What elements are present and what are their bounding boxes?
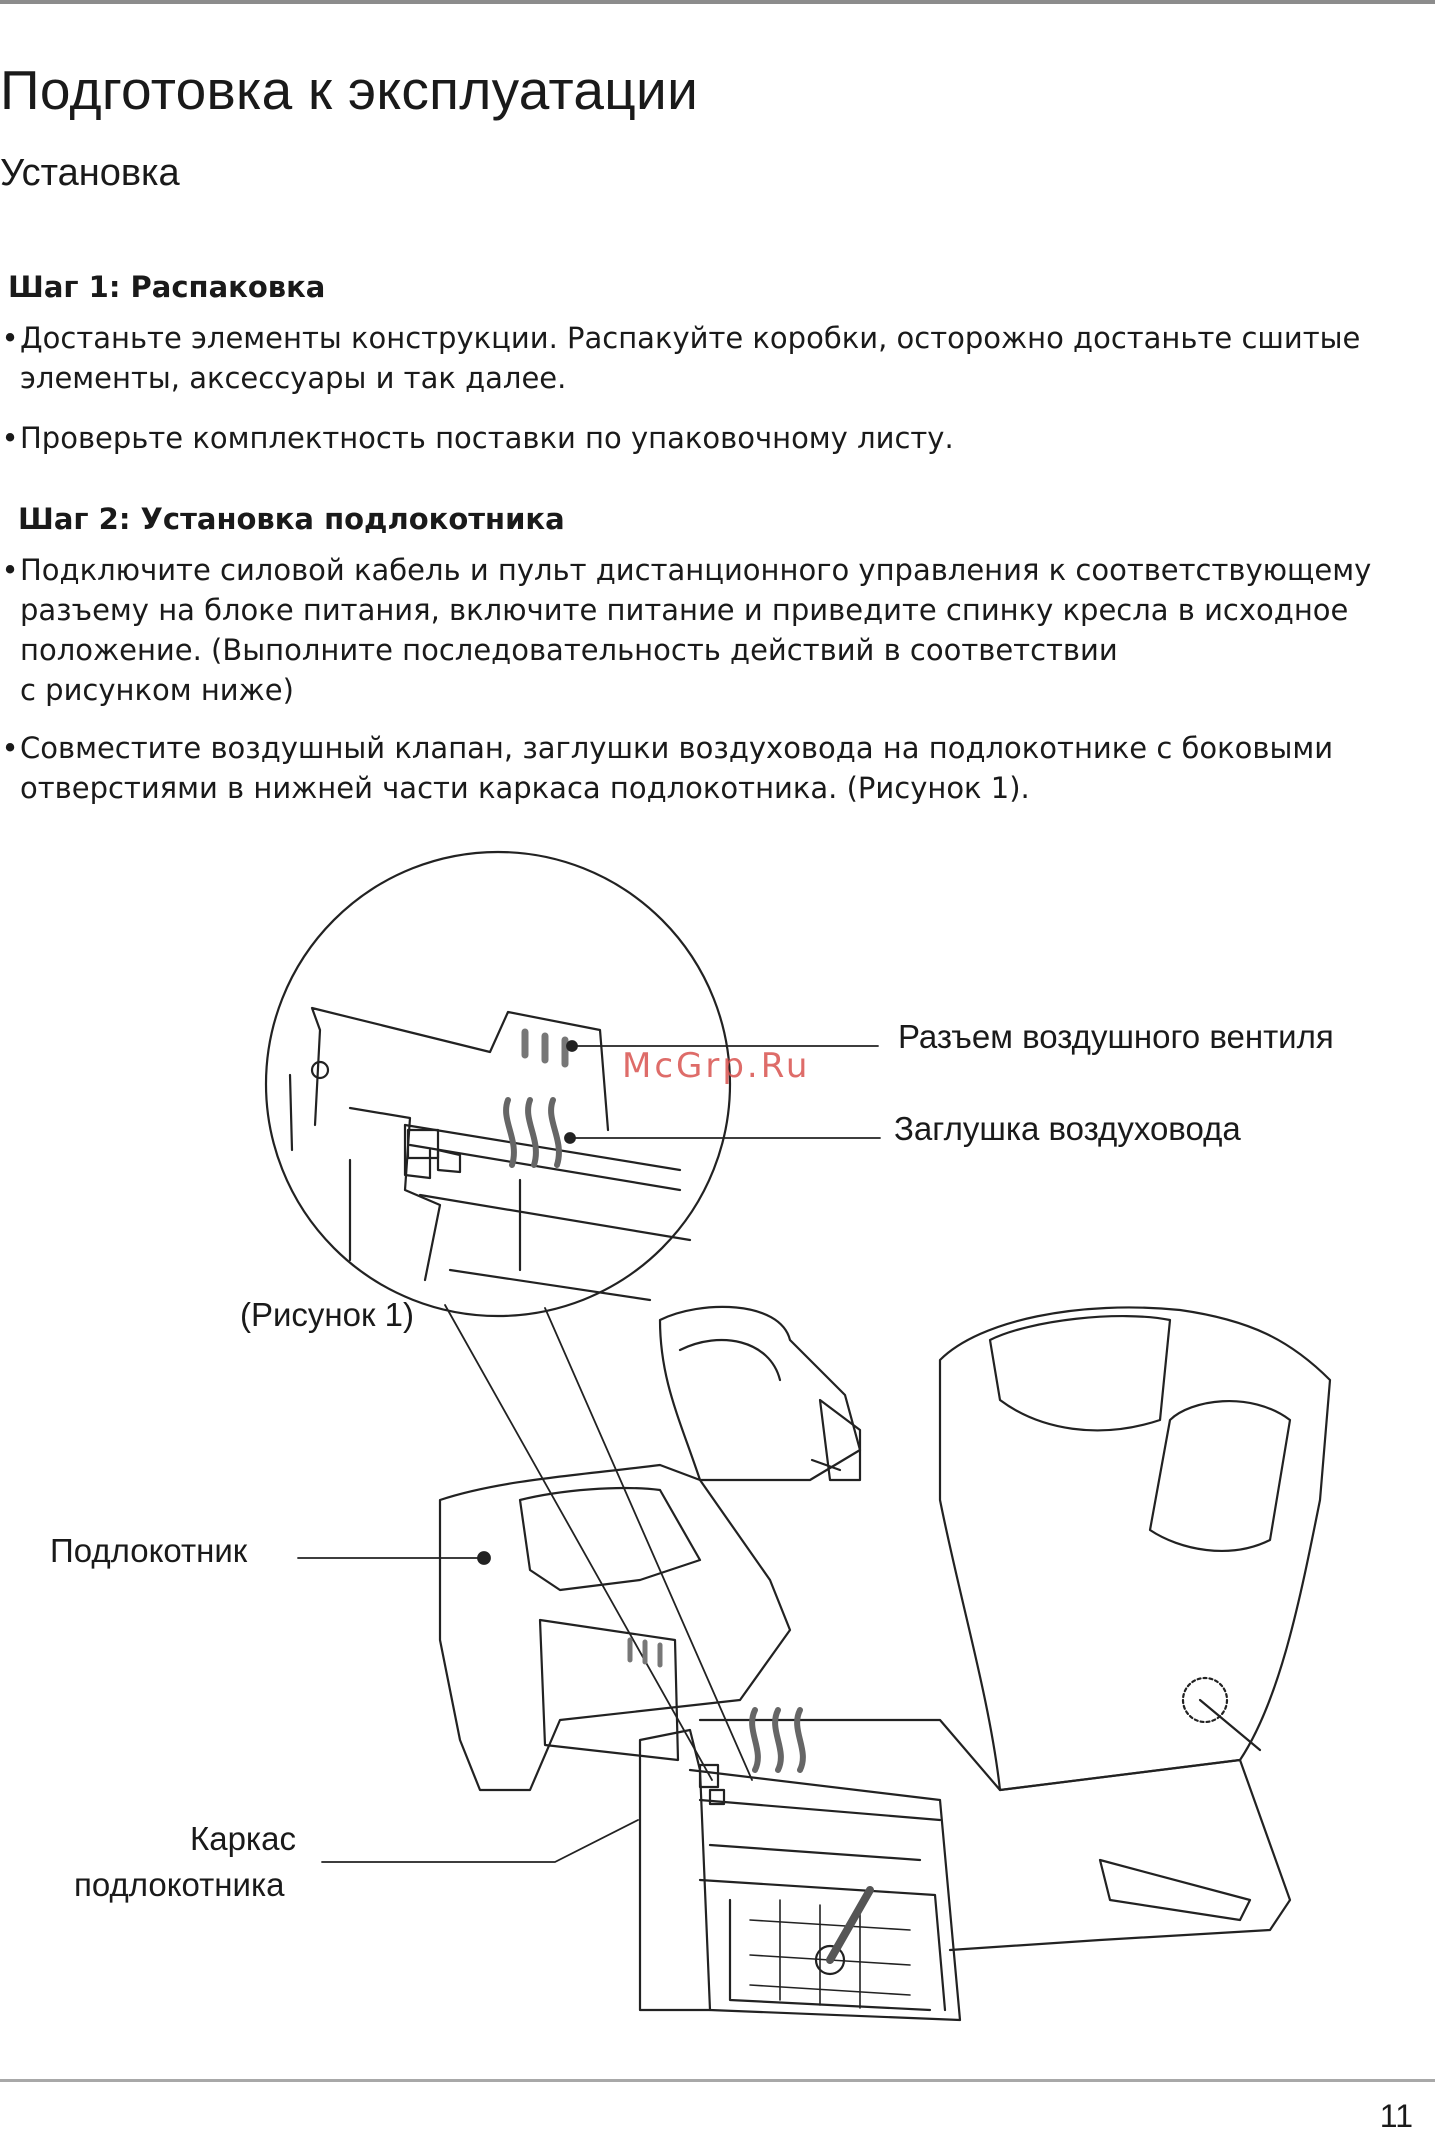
label-valve-connector: Разъем воздушного вентиля <box>898 1018 1334 1055</box>
massage-chair-drawing <box>440 1307 1330 2020</box>
label-frame-line1: Каркас <box>190 1820 296 1857</box>
page-number: 11 <box>1379 2098 1413 2134</box>
step2-bullet-2-line2: отверстиями в нижней части каркаса подлокотника. (Рисунок 1). <box>20 771 1030 805</box>
step2-bullet-1-line2: разъему на блоке питания, включите питание и приведите спинку кресла в исходное <box>20 593 1349 627</box>
bullet-mark: • <box>1 421 19 455</box>
step2-bullet-1 <box>0 550 1430 710</box>
bullet-mark: • <box>1 553 19 587</box>
bullet-mark: • <box>1 731 19 765</box>
step2-bullet-1-line3: положение. (Выполните последовательность действий в соответствии <box>20 633 1118 667</box>
step1-bullet-2-line1: Проверьте комплектность поставки по упаковочному листу. <box>20 421 954 455</box>
step2-heading: Шаг 2: Установка подлокотника <box>18 502 565 536</box>
callout-leaders <box>298 1041 880 1862</box>
figure-caption: (Рисунок 1) <box>240 1296 414 1333</box>
step2-bullet-1-line1: Подключите силовой кабель и пульт дистанционного управления к соответствующему <box>20 553 1372 587</box>
bottom-rule <box>0 2079 1435 2082</box>
step1-bullet-1-line2: элементы, аксессуары и так далее. <box>20 361 567 395</box>
top-rule <box>0 0 1435 4</box>
watermark: McGrp.Ru <box>622 1046 811 1086</box>
step1-bullet-1 <box>0 318 1430 398</box>
label-frame-line2: подлокотника <box>74 1866 285 1903</box>
label-armrest: Подлокотник <box>50 1532 248 1569</box>
bullet-mark: • <box>1 321 19 355</box>
step2-bullet-1-line4: с рисунком ниже) <box>20 673 294 707</box>
page-title: Подготовка к эксплуатации <box>0 59 699 121</box>
step2-bullet-2 <box>0 728 1430 808</box>
label-duct-plug: Заглушка воздуховода <box>894 1110 1241 1147</box>
section-subtitle: Установка <box>0 152 180 194</box>
step1-bullet-1-line1: Достаньте элементы конструкции. Распакуйте коробки, осторожно достаньте сшитые <box>20 321 1361 355</box>
step2-bullet-2-line1: Совместите воздушный клапан, заглушки воздуховода на подлокотнике с боковыми <box>20 731 1334 765</box>
step1-heading: Шаг 1: Распаковка <box>8 270 326 304</box>
step1-bullet-2 <box>0 418 1430 458</box>
